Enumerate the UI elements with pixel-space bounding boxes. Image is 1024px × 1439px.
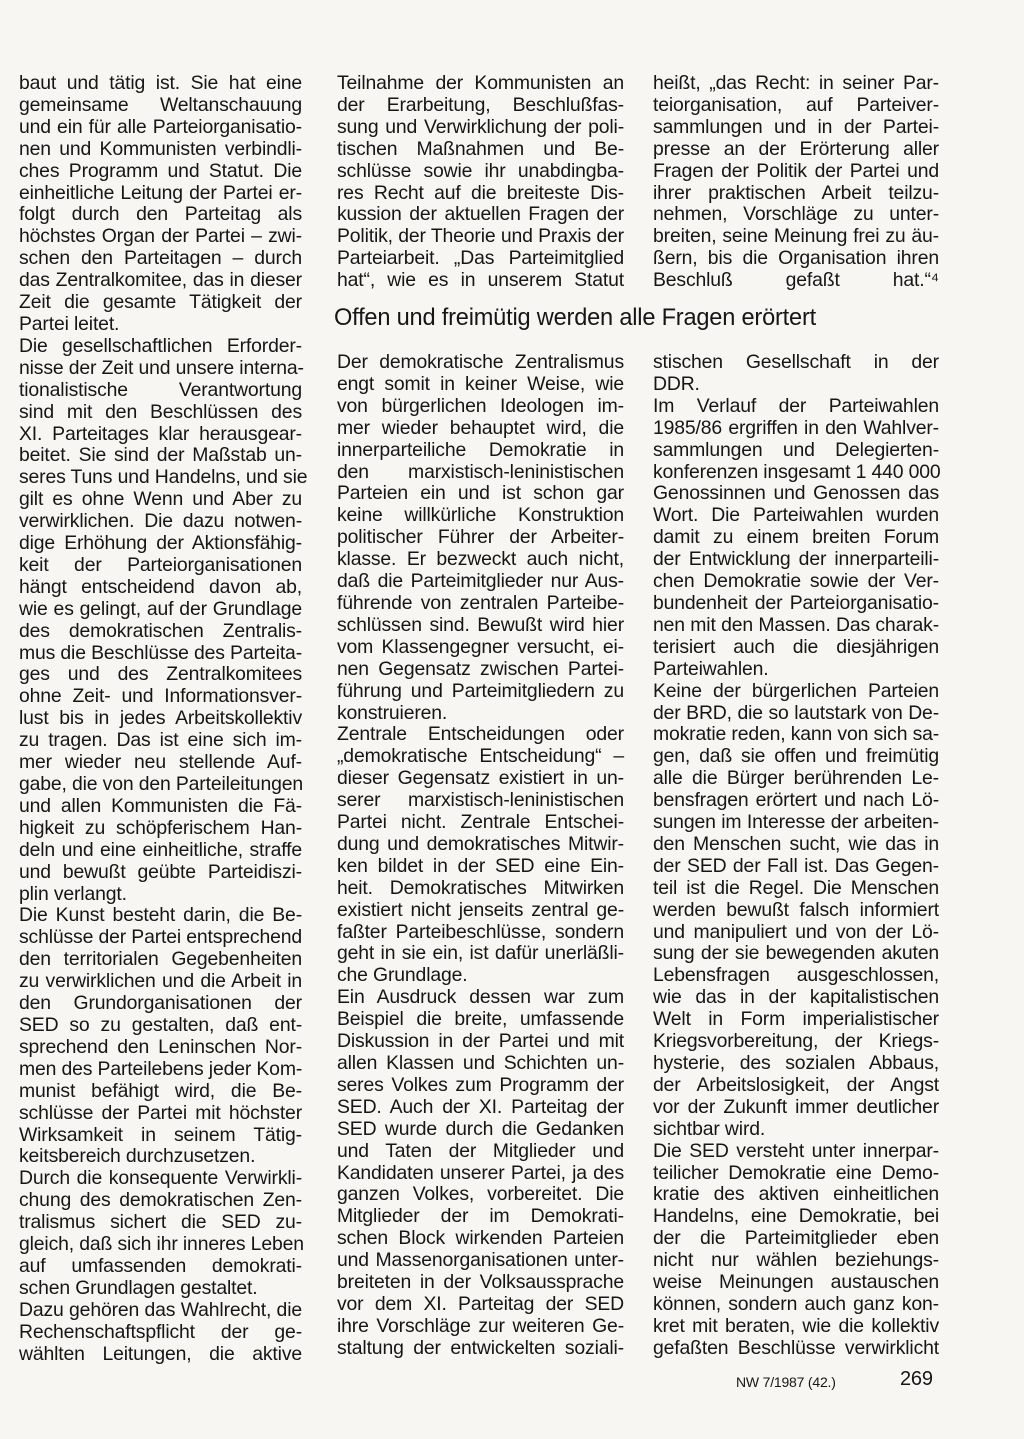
text-line: lust bis in jedes Arbeitskollektiv <box>19 707 302 730</box>
text-line: dige Erhöhung der Aktionsfähig- <box>19 532 302 555</box>
text-line: schen Grundlagen gestaltet. <box>19 1276 258 1299</box>
text-line: Die SED versteht unter innerpar- <box>653 1139 939 1162</box>
text-line: beitet. Sie sind der Maßstab un- <box>19 444 302 467</box>
text-line: verwirklichen. Die dazu notwen- <box>19 510 302 533</box>
text-column-1 <box>19 72 308 1365</box>
text-line: bensfragen erörtert und nach Lö- <box>653 789 939 812</box>
text-line: breiteten in der Volksaussprache <box>337 1271 624 1294</box>
text-line: terisiert auch die diesjährigen <box>653 635 939 658</box>
text-line: kussion der aktuellen Fragen der <box>337 203 624 226</box>
text-line: existiert nicht jenseits zentral ge- <box>337 898 624 921</box>
text-line: sung der sie bewegenden akuten <box>653 942 939 965</box>
text-line: Parteien ein und ist schon gar <box>337 482 624 505</box>
text-column-4 <box>337 352 624 1360</box>
text-line: Welt in Form imperialistischer <box>653 1008 939 1031</box>
text-line: Partei nicht. Zentrale Entschei- <box>337 811 624 834</box>
text-line: 1985/86 ergriffen in den Wahlver- <box>653 416 939 439</box>
text-line: werden bewußt falsch informiert <box>653 898 939 921</box>
text-line: teiorganisation, auf Parteiver- <box>653 93 939 116</box>
text-line: zu tragen. Das ist eine sich im- <box>19 729 302 752</box>
text-line: heit. Demokratisches Mitwirken <box>337 876 624 899</box>
text-line: konferenzen insgesamt 1 440 000 <box>653 460 941 483</box>
text-line: nen und Kommunisten verbindli- <box>19 137 302 160</box>
text-line: hängt entscheidend davon ab, <box>19 575 302 598</box>
text-line: Die Kunst besteht darin, die Be- <box>19 904 302 927</box>
text-line: kratie des aktiven einheitlichen <box>653 1183 939 1206</box>
text-line: engt somit in keiner Weise, wie <box>337 372 624 395</box>
text-line: gleich, daß sich ihr inneres Leben <box>19 1233 304 1256</box>
text-line: geht in sie ein, ist dafür unerläßli- <box>337 942 624 965</box>
text-line: und allen Kommunisten die Fä- <box>19 794 302 817</box>
text-line: Diskussion in der Partei und mit <box>337 1030 624 1053</box>
text-line: von bürgerlichen Ideologen im- <box>337 394 624 417</box>
text-line: und manipuliert und von der Lö- <box>653 920 939 943</box>
text-line: „demokratische Entscheidung“ – <box>337 745 624 768</box>
text-line: XI. Parteitages klar herausgear- <box>19 422 302 445</box>
text-line: vom Klassengegner versucht, ei- <box>337 635 624 658</box>
text-line: Lebensfragen ausgeschlossen, <box>653 964 939 987</box>
text-line: gen, daß sie offen und freimütig <box>653 745 939 768</box>
text-line: konstruieren. <box>337 701 448 724</box>
text-line: Zentrale Entscheidungen oder <box>337 723 624 746</box>
text-line: sind mit den Beschlüssen des <box>19 400 302 423</box>
text-line: keitsbereich durchzusetzen. <box>19 1145 256 1168</box>
text-line: keine willkürliche Konstruktion <box>337 504 624 527</box>
text-line: schen Block wirkenden Parteien <box>337 1227 624 1250</box>
text-line: higkeit zu schöpferischem Han- <box>19 816 302 839</box>
text-line: stischen Gesellschaft in der <box>653 351 939 373</box>
text-line: innerparteiliche Demokratie in <box>337 438 624 461</box>
text-line: men des Parteilebens jeder Kom- <box>19 1057 303 1080</box>
text-line: plin verlangt. <box>19 882 127 905</box>
text-line: höchstes Organ der Partei – zwi- <box>19 225 302 248</box>
text-line: können, sondern auch ganz kon- <box>653 1292 939 1315</box>
text-line: tischen Maßnahmen und Be- <box>337 137 624 160</box>
text-line: Parteiwahlen. <box>653 657 769 680</box>
text-line: ohne Zeit- und Informationsver- <box>19 685 302 708</box>
text-line: seres Tuns und Handelns, und sie <box>19 466 308 489</box>
text-line: ihre Vorschläge zur weiteren Ge- <box>337 1314 624 1337</box>
text-line: schlüssen sind. Bewußt wird hier <box>337 613 624 636</box>
text-line: sammlungen und in der Partei- <box>653 115 939 138</box>
text-line: Dazu gehören das Wahlrecht, die <box>19 1298 302 1321</box>
text-line: baut und tätig ist. Sie hat eine <box>19 72 302 94</box>
text-line: nisse der Zeit und unsere interna- <box>19 356 304 379</box>
text-line: schen den Parteitagen – durch <box>19 247 302 270</box>
text-line: Fragen der Politik der Partei und <box>653 159 939 182</box>
text-line: politischer Führer der Arbeiter- <box>337 526 624 549</box>
text-line: ßern, bis die Organisation ihren <box>653 247 939 270</box>
text-line: sammlungen und Delegierten- <box>653 438 939 461</box>
issue-reference: NW 7/1987 (42.) <box>736 1374 836 1390</box>
text-line: munist befähigt wird, die Be- <box>19 1079 302 1102</box>
text-line: schlüsse der Partei mit höchster <box>19 1101 302 1124</box>
text-line: das Zentralkomitee, das in dieser <box>19 269 302 292</box>
text-line: sprechend den Leninschen Nor- <box>19 1035 302 1058</box>
text-line: den Menschen sucht, wie das in <box>653 832 939 855</box>
text-line: und Massenorganisationen unter- <box>337 1249 624 1272</box>
text-line: dung und demokratisches Mitwir- <box>337 832 624 855</box>
text-line: DDR. <box>653 372 700 395</box>
text-line: schlüsse der Partei entsprechend <box>19 926 302 949</box>
text-line: allen Klassen und Schichten un- <box>337 1052 624 1074</box>
text-line: zu verwirklichen und die Arbeit in <box>19 970 302 993</box>
text-line: einheitliche Leitung der Partei er- <box>19 181 302 204</box>
page-number: 269 <box>900 1368 933 1390</box>
text-line: mer wieder behauptet wird, die <box>337 416 624 439</box>
text-line: bundenheit der Parteiorganisatio- <box>653 591 939 614</box>
text-line: Mitglieder der im Demokrati- <box>337 1205 624 1228</box>
text-line: schlüsse sowie ihr unabdingba- <box>337 159 624 182</box>
text-column-2 <box>337 73 624 292</box>
text-line: und ein für alle Parteiorganisatio- <box>19 115 302 138</box>
text-line: vor der Zukunft immer deutlicher <box>653 1095 939 1118</box>
section-heading: Offen und freimütig werden alle Fragen erörtert <box>334 305 816 331</box>
text-line: Politik, der Theorie und Praxis der <box>337 225 624 248</box>
text-line: der Erarbeitung, Beschlußfas- <box>337 93 624 116</box>
text-line: vor dem XI. Parteitag der SED <box>337 1292 624 1315</box>
text-line: breiten, seine Meinung frei zu äu- <box>653 225 939 248</box>
text-line: res Recht auf die breiteste Dis- <box>337 181 624 204</box>
text-line: Die gesellschaftlichen Erforder- <box>19 334 302 357</box>
text-line: gemeinsame Weltanschauung <box>19 93 302 116</box>
text-line: teil ist die Regel. Die Menschen <box>653 876 939 899</box>
text-line: ihrer praktischen Arbeit teilzu- <box>653 181 939 204</box>
text-line: deln und eine einheitliche, straffe <box>19 838 302 861</box>
text-line: der Entwicklung der innerparteili- <box>653 548 939 571</box>
text-line: Kriegsvorbereitung, der Kriegs- <box>653 1030 939 1053</box>
text-line: tionalistische Verantwortung <box>19 378 302 401</box>
text-line: gilt es ohne Wenn und Aber zu <box>19 488 302 511</box>
text-line: seres Volkes zum Programm der <box>337 1073 624 1096</box>
text-line: folgt durch den Parteitag als <box>19 203 302 226</box>
text-line: ches Programm und Statut. Die <box>19 159 302 182</box>
text-line: der die Parteimitglieder eben <box>653 1227 939 1250</box>
text-line: wie es gelingt, auf der Grundlage <box>19 597 302 620</box>
text-line: weise Meinungen austauschen <box>653 1271 939 1294</box>
text-line: ganzen Volkes, vorbereitet. Die <box>337 1183 624 1206</box>
text-line: Wort. Die Parteiwahlen wurden <box>653 504 939 527</box>
text-line: Handelns, eine Demokratie, bei <box>653 1205 939 1228</box>
text-line: daß die Parteimitglieder nur Aus- <box>337 570 624 593</box>
text-line: serer marxistisch-leninistischen <box>337 789 624 812</box>
text-line: Genossinnen und Genossen das <box>653 482 939 505</box>
text-line: des demokratischen Zentralis- <box>19 619 302 642</box>
text-line: den territorialen Gegebenheiten <box>19 948 302 971</box>
text-line: SED wurde durch die Gedanken <box>337 1117 624 1140</box>
text-line: der SED der Fall ist. Das Gegen- <box>653 854 939 877</box>
text-line: alle die Bürger berührenden Le- <box>653 767 939 790</box>
text-line: sung und Verwirklichung der poli- <box>337 115 624 138</box>
text-column-3 <box>653 73 939 292</box>
text-line: mus die Beschlüsse des Parteita- <box>19 641 302 664</box>
text-line: der BRD, die so lautstark von De- <box>653 701 939 724</box>
text-line: kret mit beraten, wie die kollektiv <box>653 1314 939 1337</box>
text-line: Zeit die gesamte Tätigkeit der <box>19 291 302 314</box>
text-line: staltung der entwickelten soziali- <box>337 1336 624 1359</box>
text-line: den Grundorganisationen der <box>19 992 302 1015</box>
text-line: ges und des Zentralkomitees <box>19 663 302 686</box>
text-line: Wirksamkeit in seinem Tätig- <box>19 1123 302 1146</box>
text-line: Beispiel die breite, umfassende <box>337 1008 624 1031</box>
text-line: mer wieder neu stellende Auf- <box>19 751 302 774</box>
text-line: Durch die konsequente Verwirkli- <box>19 1167 302 1190</box>
text-line: führung und Parteimitgliedern zu <box>337 679 624 702</box>
text-line: tralismus sichert die SED zu- <box>19 1211 302 1234</box>
text-line: Parteiarbeit. „Das Parteimitglied <box>337 247 624 270</box>
text-line: faßter Parteibeschlüsse, sondern <box>337 920 624 943</box>
text-line: Der demokratische Zentralismus <box>337 351 624 373</box>
text-line: hat“, wie es in unserem Statut <box>337 269 624 292</box>
text-line: chen Demokratie sowie der Ver- <box>653 570 939 593</box>
text-line: teilicher Demokratie eine Demo- <box>653 1161 939 1184</box>
text-line: wie das in der kapitalistischen <box>653 986 939 1009</box>
text-line: auf umfassenden demokrati- <box>19 1254 302 1277</box>
text-line: nen Gegensatz zwischen Partei- <box>337 657 624 680</box>
text-line: und bewußt geübte Parteidiszi- <box>19 860 302 883</box>
text-line: damit zu einem breiten Forum <box>653 526 939 549</box>
text-line: Im Verlauf der Parteiwahlen <box>653 394 939 417</box>
text-line: Ein Ausdruck dessen war zum <box>337 986 624 1009</box>
text-line: sungen im Interesse der arbeiten- <box>653 811 939 834</box>
text-line: klasse. Er bezweckt auch nicht, <box>337 548 624 571</box>
text-line: Beschluß gefaßt hat.“⁴ <box>653 269 939 292</box>
text-line: wählten Leitungen, die aktive <box>19 1342 302 1365</box>
text-line: führende von zentralen Parteibe- <box>337 591 624 614</box>
text-line: heißt, „das Recht: in seiner Par- <box>653 72 939 94</box>
text-line: den marxistisch-leninistischen <box>337 460 624 483</box>
text-line: nen mit den Massen. Das charak- <box>653 613 939 636</box>
text-line: nicht nur wählen beziehungs- <box>653 1249 939 1272</box>
text-line: Keine der bürgerlichen Parteien <box>653 679 939 702</box>
text-line: sichtbar wird. <box>653 1117 766 1140</box>
text-line: chung des demokratischen Zen- <box>19 1189 302 1212</box>
text-column-5 <box>653 352 939 1360</box>
text-line: mokratie reden, kann von sich sa- <box>653 723 940 746</box>
text-line: und Taten der Mitglieder und <box>337 1139 624 1162</box>
text-line: hysterie, des sozialen Abbaus, <box>653 1052 939 1074</box>
text-line: SED so zu gestalten, daß ent- <box>19 1013 302 1036</box>
text-line: dieser Gegensatz existiert in un- <box>337 767 624 790</box>
text-line: che Grundlage. <box>337 964 468 987</box>
text-line: Kandidaten unserer Partei, ja des <box>337 1161 624 1184</box>
text-line: presse an der Erörterung aller <box>653 137 939 160</box>
text-line: ken bildet in der SED eine Ein- <box>337 854 624 877</box>
text-line: nehmen, Vorschläge zu unter- <box>653 203 939 226</box>
text-line: der Arbeitslosigkeit, der Angst <box>653 1073 939 1096</box>
text-line: Partei leitet. <box>19 312 120 335</box>
text-line: Teilnahme der Kommunisten an <box>337 72 624 94</box>
text-line: SED. Auch der XI. Parteitag der <box>337 1095 624 1118</box>
text-line: gefaßten Beschlüsse verwirklicht <box>653 1336 939 1359</box>
text-line: keit der Parteiorganisationen <box>19 553 302 576</box>
text-line: Rechenschaftspflicht der ge- <box>19 1320 302 1343</box>
text-line: gabe, die von den Parteileitungen <box>19 773 303 795</box>
